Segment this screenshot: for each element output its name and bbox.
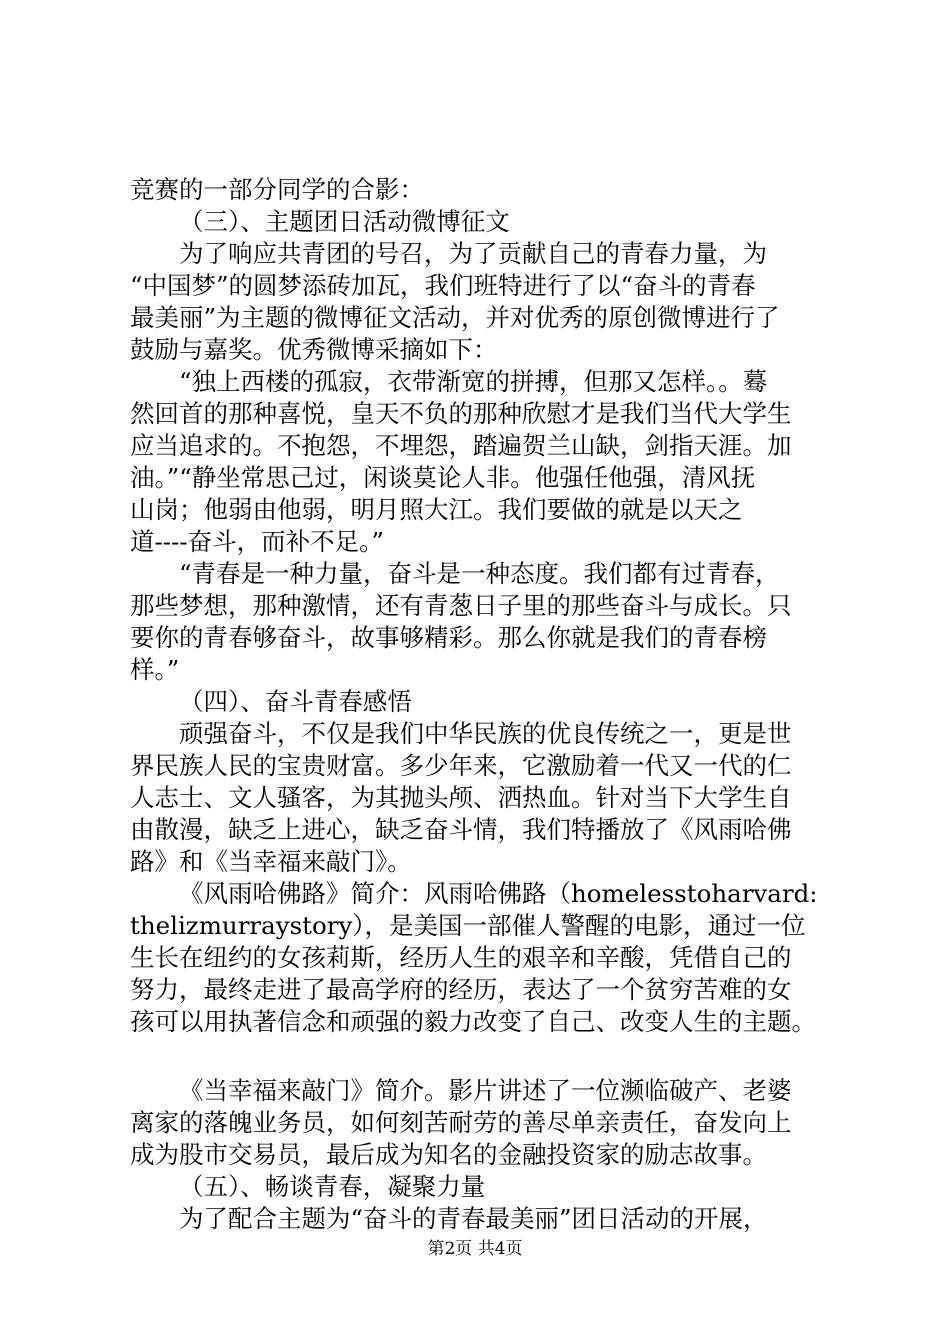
text-line: 《风雨哈佛路》简介：风雨哈佛路（homelesstoharvard: bbox=[179, 879, 818, 908]
text-line: “青春是一种力量，奋斗是一种态度。我们都有过青春， bbox=[179, 559, 780, 588]
text-line: 孩可以用执著信念和顽强的毅力改变了自己、改变人生的主题。 bbox=[130, 1007, 816, 1036]
text-line: 生长在纽约的女孩莉斯，经历人生的艰辛和辛酸，凭借自己的 bbox=[130, 943, 792, 972]
text-line: 为了配合主题为“奋斗的青春最美丽”团日活动的开展， bbox=[179, 1204, 768, 1233]
text-line: 山岗；他弱由他弱，明月照大江。我们要做的就是以天之 bbox=[130, 495, 743, 524]
text-line: 油。”“静坐常思己过，闲谈莫论人非。他强任他强，清风抚 bbox=[130, 463, 756, 492]
page-footer: 第2页 共4页 bbox=[427, 1239, 523, 1259]
text-line: 那些梦想，那种激情，还有青葱日子里的那些奋斗与成长。只 bbox=[130, 591, 792, 620]
text-line: 然回首的那种喜悦，皇天不负的那种欣慰才是我们当代大学生 bbox=[130, 399, 792, 428]
text-line: 路》和《当幸福来敲门》。 bbox=[130, 847, 412, 876]
text-line: 最美丽”为主题的微博征文活动，并对优秀的原创微博进行了 bbox=[130, 303, 780, 332]
text-line: 样。” bbox=[130, 655, 180, 684]
text-line: 《当幸福来敲门》简介。影片讲述了一位濒临破产、老婆 bbox=[179, 1076, 792, 1105]
text-line: 由散漫，缺乏上进心，缺乏奋斗情，我们特播放了《风雨哈佛 bbox=[130, 815, 792, 844]
section-heading: （五）、畅谈青春，凝聚力量 bbox=[179, 1172, 486, 1201]
text-line: 成为股市交易员，最后成为知名的金融投资家的励志故事。 bbox=[130, 1140, 767, 1169]
text-line: “中国梦”的圆梦添砖加瓦，我们班特进行了以“奋斗的青春 bbox=[130, 271, 756, 300]
text-line: 界民族人民的宝贵财富。多少年来，它激励着一代又一代的仁 bbox=[130, 751, 792, 780]
text-line: 应当追求的。不抱怨，不埋怨，踏遍贺兰山缺，剑指天涯。加 bbox=[130, 431, 792, 460]
section-heading: （四）、奋斗青春感悟 bbox=[179, 687, 412, 716]
text-line: 人志士、文人骚客，为其抛头颅、洒热血。针对当下大学生自 bbox=[130, 783, 792, 812]
text-line: 竞赛的一部分同学的合影： bbox=[130, 175, 424, 204]
text-line: 道----奋斗，而补不足。” bbox=[130, 527, 384, 556]
text-line: 为了响应共青团的号召，为了贡献自己的青春力量，为 bbox=[179, 239, 767, 268]
section-heading: （三）、主题团日活动微博征文 bbox=[179, 207, 510, 236]
text-line: 鼓励与嘉奖。优秀微博采摘如下： bbox=[130, 335, 498, 364]
text-line: thelizmurraystory），是美国一部催人警醒的电影，通过一位 bbox=[130, 911, 806, 940]
text-line: 努力，最终走进了最高学府的经历，表达了一个贫穷苦难的女 bbox=[130, 975, 792, 1004]
text-line: 要你的青春够奋斗，故事够精彩。那么你就是我们的青春榜 bbox=[130, 623, 767, 652]
text-line: 离家的落魄业务员，如何刻苦耐劳的善尽单亲责任，奋发向上 bbox=[130, 1108, 792, 1137]
text-line: “独上西楼的孤寂，衣带渐宽的拼搏，但那又怎样。。蓦 bbox=[179, 367, 768, 396]
text-line: 顽强奋斗，不仅是我们中华民族的优良传统之一，更是世 bbox=[179, 719, 792, 748]
